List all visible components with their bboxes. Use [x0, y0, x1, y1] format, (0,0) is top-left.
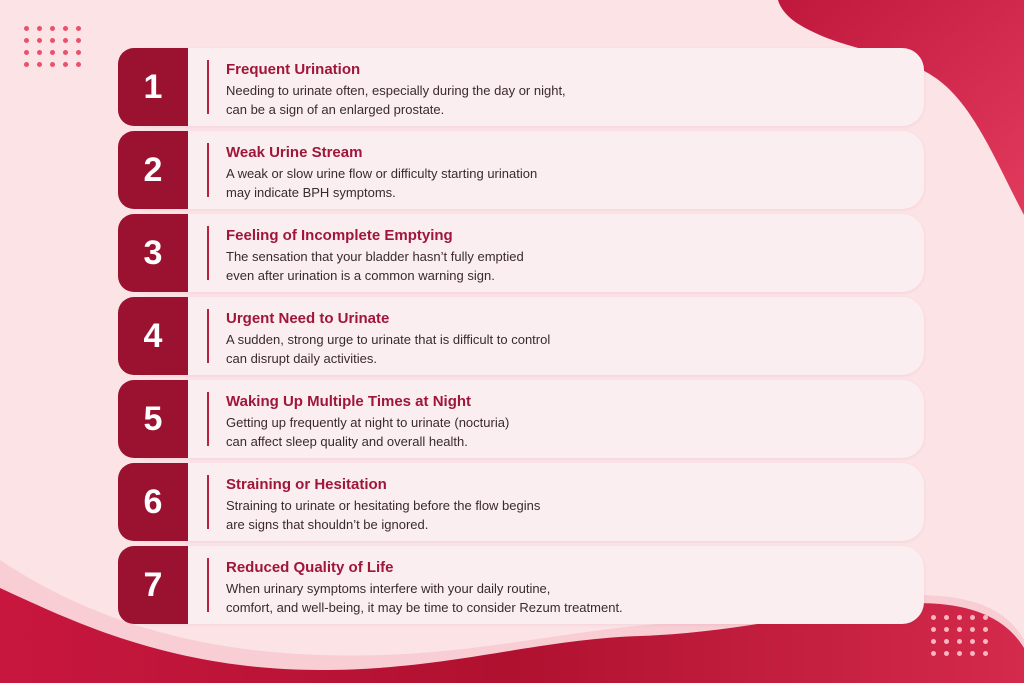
dot [931, 651, 936, 656]
dot [944, 651, 949, 656]
symptom-row [118, 463, 924, 541]
dot [957, 627, 962, 632]
dot [970, 639, 975, 644]
dot [24, 38, 29, 43]
dot [37, 50, 42, 55]
dot [50, 50, 55, 55]
symptom-text [226, 226, 904, 285]
description-line: can affect sleep quality and overall health. [226, 434, 468, 449]
symptom-title: Straining or Hesitation [226, 476, 387, 493]
symptom-row [118, 546, 924, 624]
dot [63, 50, 68, 55]
dot [37, 62, 42, 67]
symptom-title: Feeling of Incomplete Emptying [226, 227, 453, 244]
symptom-description [226, 579, 904, 617]
dot-grid-bottom-right [931, 615, 989, 656]
symptom-row [118, 214, 924, 292]
symptom-description [226, 496, 904, 534]
symptom-description [226, 247, 904, 285]
accent-divider [207, 60, 209, 114]
symptom-number: 2 [118, 131, 188, 209]
dot [24, 50, 29, 55]
symptom-number: 3 [118, 214, 188, 292]
dot-grid-top-left [24, 26, 82, 67]
dot [931, 615, 936, 620]
description-line: comfort, and well-being, it may be time to consider Rezum treatment. [226, 600, 623, 615]
dot [63, 38, 68, 43]
accent-divider [207, 392, 209, 446]
dot [957, 639, 962, 644]
symptom-row [118, 48, 924, 126]
description-line: Needing to urinate often, especially during the day or night, [226, 83, 566, 98]
dot [24, 62, 29, 67]
dot [944, 615, 949, 620]
description-line: The sensation that your bladder hasn’t fully emptied [226, 249, 524, 264]
symptom-text [226, 558, 904, 617]
symptom-row [118, 380, 924, 458]
accent-divider [207, 143, 209, 197]
dot [76, 26, 81, 31]
description-line: even after urination is a common warning sign. [226, 268, 495, 283]
dot [983, 639, 988, 644]
dot [50, 26, 55, 31]
description-line: Getting up frequently at night to urinate (nocturia) [226, 415, 510, 430]
symptom-description [226, 164, 904, 202]
description-line: can be a sign of an enlarged prostate. [226, 102, 445, 117]
dot [931, 639, 936, 644]
symptom-number: 1 [118, 48, 188, 126]
accent-divider [207, 558, 209, 612]
symptom-row [118, 297, 924, 375]
symptom-description [226, 330, 904, 368]
description-line: When urinary symptoms interfere with your daily routine, [226, 581, 551, 596]
symptom-number: 6 [118, 463, 188, 541]
symptom-title: Reduced Quality of Life [226, 559, 394, 576]
description-line: are signs that shouldn’t be ignored. [226, 517, 429, 532]
accent-divider [207, 226, 209, 280]
symptom-text [226, 475, 904, 534]
symptom-text [226, 392, 904, 451]
dot [957, 615, 962, 620]
symptom-number: 7 [118, 546, 188, 624]
description-line: Straining to urinate or hesitating before the flow begins [226, 498, 541, 513]
dot [944, 639, 949, 644]
dot [76, 50, 81, 55]
symptom-text [226, 60, 904, 119]
dot [983, 615, 988, 620]
dot [76, 38, 81, 43]
symptom-title: Weak Urine Stream [226, 144, 363, 161]
symptom-description [226, 413, 904, 451]
symptom-list [118, 48, 924, 629]
description-line: may indicate BPH symptoms. [226, 185, 396, 200]
dot [970, 615, 975, 620]
dot [50, 38, 55, 43]
description-line: A weak or slow urine flow or difficulty starting urination [226, 166, 538, 181]
symptom-description [226, 81, 904, 119]
dot [931, 627, 936, 632]
dot [37, 26, 42, 31]
accent-divider [207, 475, 209, 529]
dot [970, 627, 975, 632]
description-line: can disrupt daily activities. [226, 351, 378, 366]
dot [24, 26, 29, 31]
symptom-title: Urgent Need to Urinate [226, 310, 390, 327]
symptom-text [226, 309, 904, 368]
dot [50, 62, 55, 67]
symptom-number: 5 [118, 380, 188, 458]
symptom-row [118, 131, 924, 209]
dot [983, 651, 988, 656]
dot [957, 651, 962, 656]
dot [76, 62, 81, 67]
symptom-number: 4 [118, 297, 188, 375]
description-line: A sudden, strong urge to urinate that is difficult to control [226, 332, 551, 347]
symptom-title: Waking Up Multiple Times at Night [226, 393, 472, 410]
dot [970, 651, 975, 656]
accent-divider [207, 309, 209, 363]
dot [63, 26, 68, 31]
symptom-title: Frequent Urination [226, 61, 361, 78]
dot [37, 38, 42, 43]
symptom-text [226, 143, 904, 202]
dot [63, 62, 68, 67]
dot [983, 627, 988, 632]
dot [944, 627, 949, 632]
